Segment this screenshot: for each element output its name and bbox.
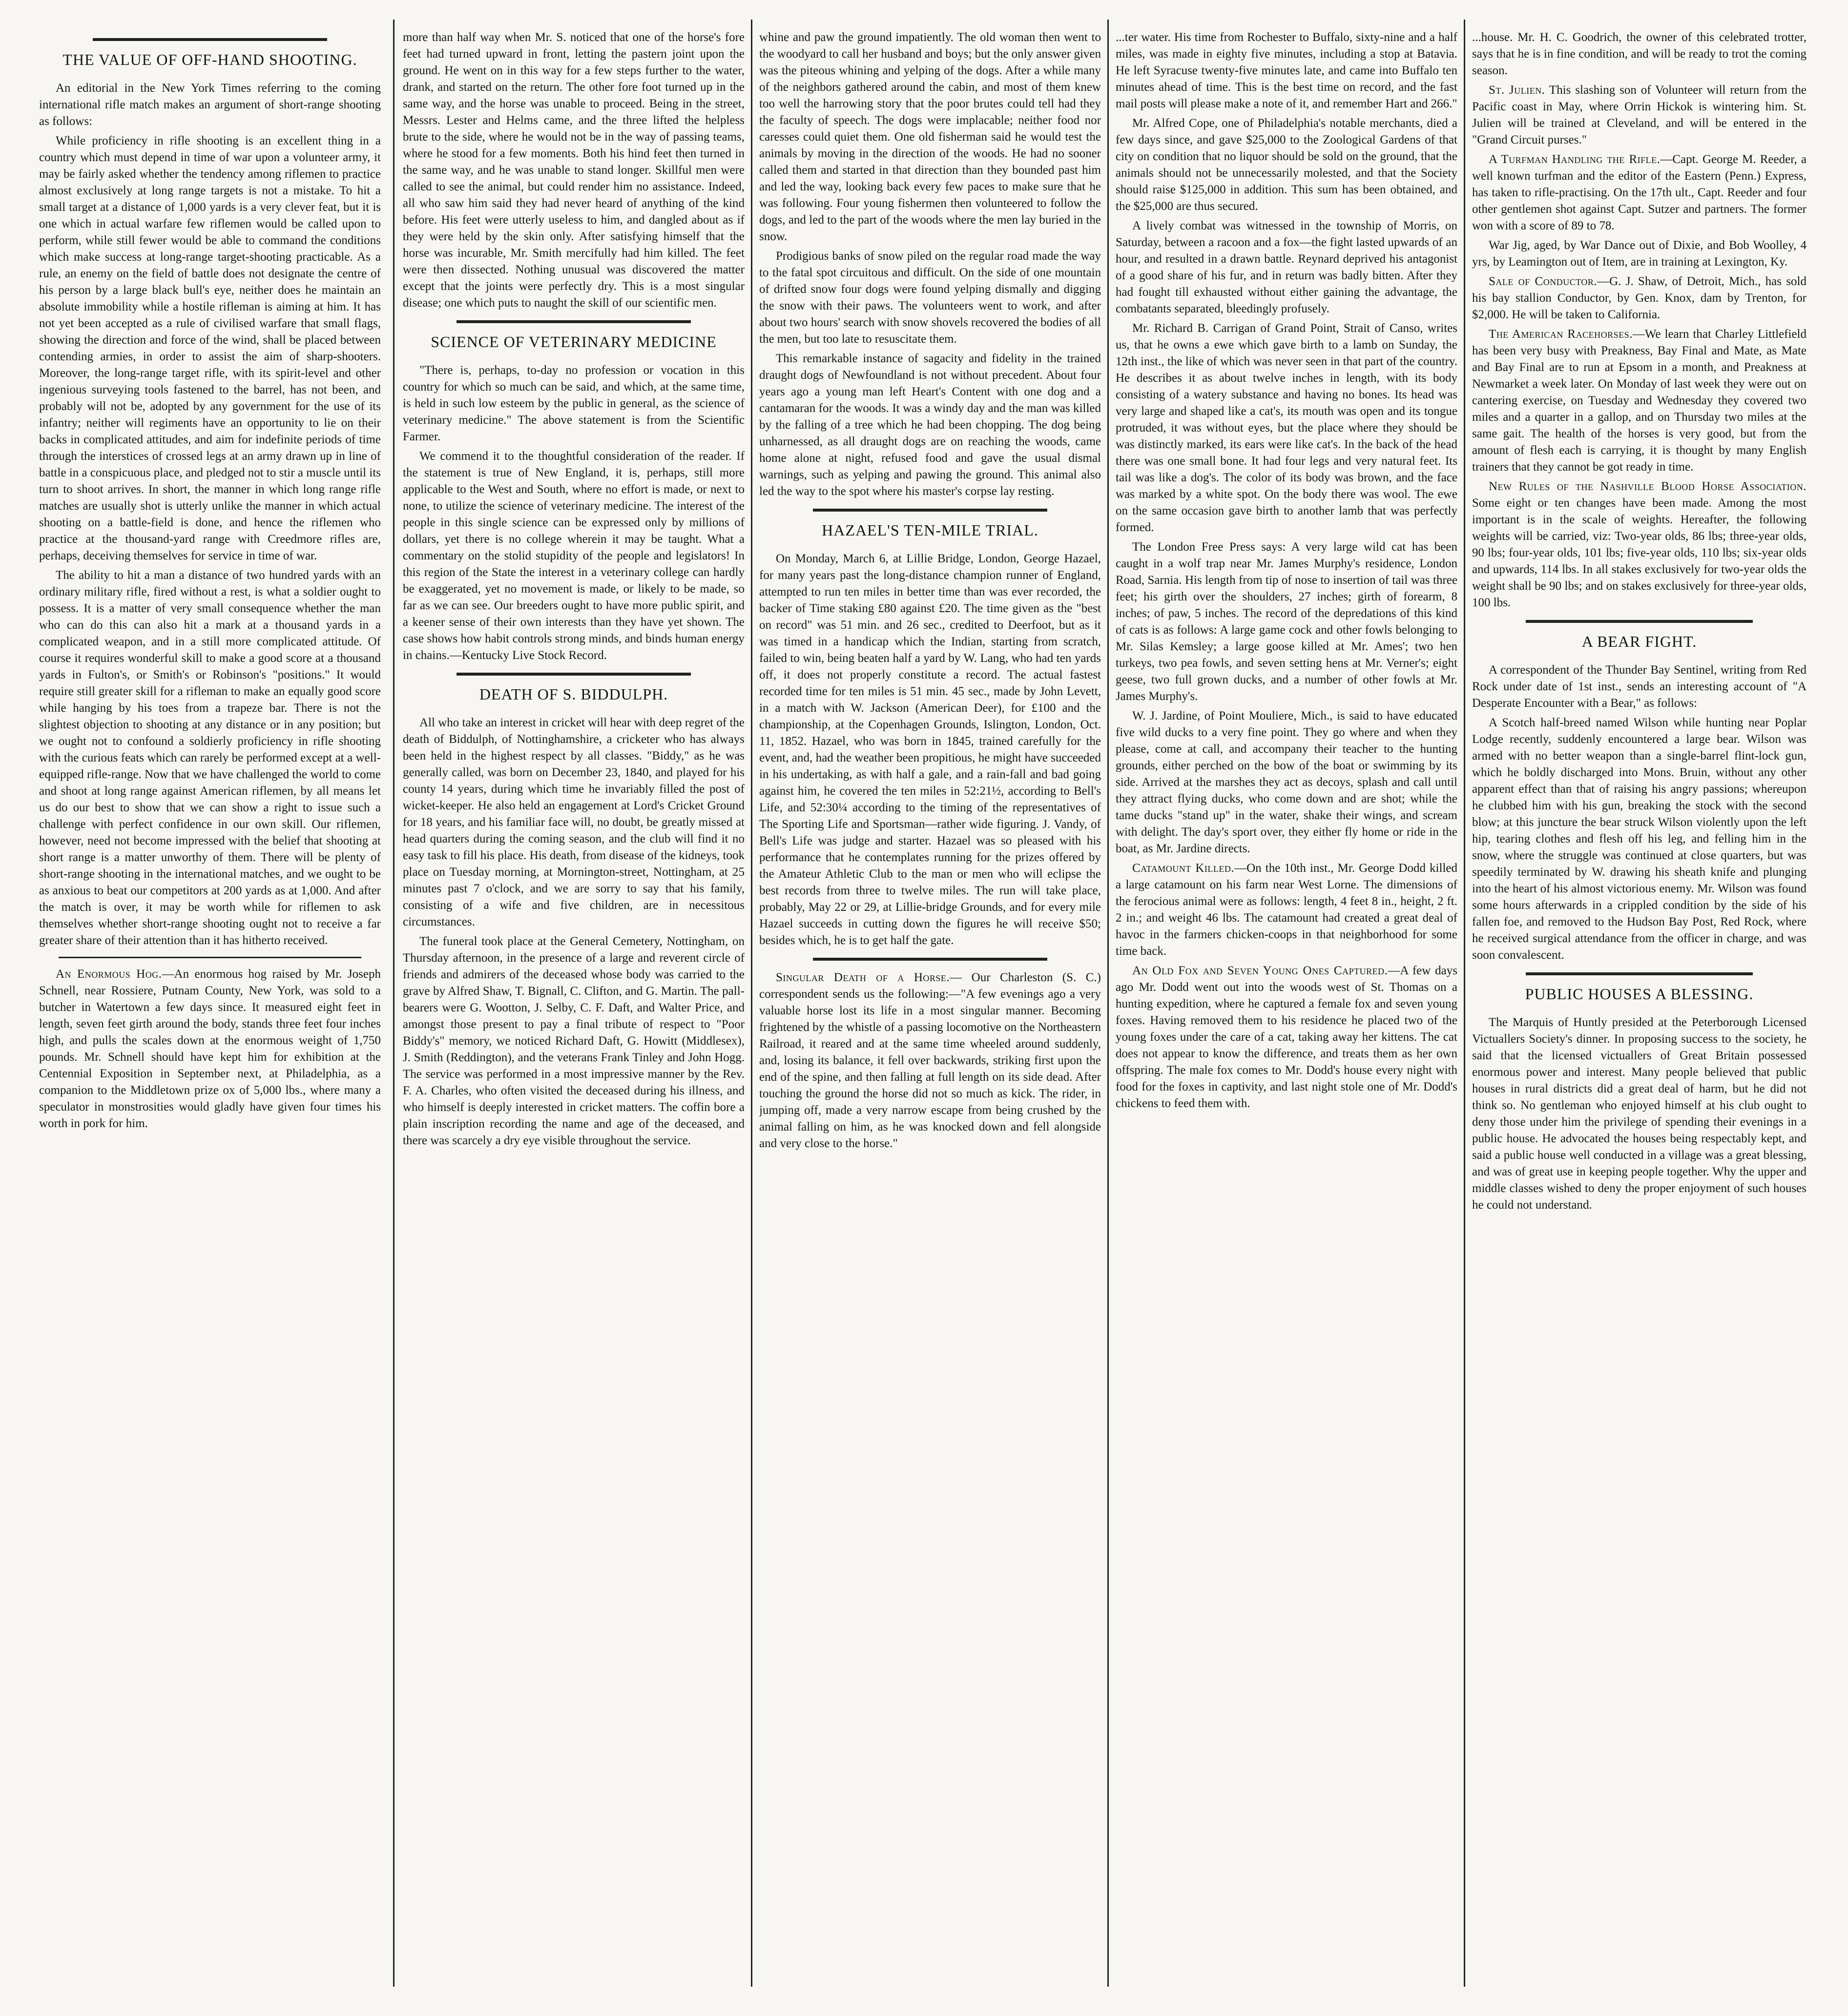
item-text: —G. J. Shaw, of Detroit, Mich., has sold his bay stallion Conductor, by Gen. Knox, dam by Trenton, for $2,000. He will be taken to California. xyxy=(1472,275,1806,321)
paragraph: "There is, perhaps, to-day no profession or vocation in this country for which so much can be said, and which, at the same time, is held in such low esteem by the public in general, as the science of veterinary medicine." The above statement is from the Scientific Farmer. xyxy=(403,364,745,443)
rule xyxy=(93,38,327,41)
paragraph: A correspondent of the Thunder Bay Sentinel, writing from Red Rock under date of 1st inst., sends an interesting account of "A Desperate Encounter with a Bear," as follows: xyxy=(1472,663,1806,710)
news-item xyxy=(1472,478,1806,611)
item-text: —Capt. George M. Reeder, a well known turfman and the editor of the Eastern (Penn.) Express, has taken to rifle-practising. On the 17th ult., Capt. Reeder and four other gentlemen shot against Capt. Sutzer and partners. The former won with a score of 89 to 78. xyxy=(1472,153,1806,232)
item-lead: An Old Fox and Seven Young Ones Captured. xyxy=(1132,964,1388,977)
item-text: — Our Charleston (S. C.) correspondent sends us the following:—"A few evenings ago a very valuable horse lost its life in a most singular manner. Becoming frightened by the whistle of a passing locomotive on the Northeastern Railroad, it reared and at the same time wheeled around suddenly, and, losing its balance, it fell over backwards, striking first upon the end of the spine, and then falling at full length on its side dead. After touching the ground the horse did not so much as kick. The rider, in jumping off, made a very narrow escape from being crushed by the animal falling on him, as he was knocked down and fell alongside and very close to the horse." xyxy=(759,971,1101,1150)
column-2 xyxy=(403,29,745,1977)
item-lead: A Turfman Handling the Rifle. xyxy=(1489,153,1661,166)
paragraph: We commend it to the thoughtful consideration of the reader. If the statement is true of New England, it is, perhaps, still more applicable to the West and South, where no effort is made, or next to none, to utilize the science of veterinary medicine. The interest of the people in this single science can be expressed only by millions of dollars, yet there is no college wherein it may be taught. What a commentary on the stolid stupidity of the people and legislators! In this region of the State the interest in a veterinary college can hardly be exaggerated, yet no movement is made, or likely to be made, so far as we can see. Our breeders ought to have more public spirit, and a keener sense of their own interests than they have yet shown. The case shows how habit controls strong minds, and binds human energy in chains.—Kentucky Live Stock Record. xyxy=(403,450,745,662)
column-1 xyxy=(39,29,381,1977)
paragraph: This remarkable instance of sagacity and fidelity in the trained draught dogs of Newfoundland is not without precedent. About four years ago a young man left Heart's Content with one dog and a cantamaran for the woods. It was a windy day and the man was killed by the falling of a tree which he had been chopping. The dog being unharnessed, as all draught dogs are on reaching the woods, came home alone at night, refused food and gave the usual dismal warnings, such as yelping and pawing the ground. This animal also led the way to the spot where his master's corpse lay resting. xyxy=(759,352,1101,498)
article-heading: THE VALUE OF OFF-HAND SHOOTING. xyxy=(62,51,357,68)
item-text: —A few days ago Mr. Dodd went out into the woods west of St. Thomas on a hunting expedition, where he captured a female fox and seven young foxes. Having removed them to his residence he placed two of the young foxes under the care of a cat, taking away her kittens. The cat does not appear to know the difference, and treats them as her own offspring. The male fox comes to Mr. Dodd's house every night with food for the foxes in captivity, and last night stole one of Mr. Dodd's chickens to feed them with. xyxy=(1116,964,1457,1110)
paragraph: ...ter water. His time from Rochester to Buffalo, sixty-nine and a half miles, was made in eighty five minutes, including a stop at Batavia. He left Syracuse twenty-five minutes late, and came into Buffalo ten minutes ahead of time. This is the best time on record, and the fast mail posts will please make a note of it, and remember Hart and 266." xyxy=(1116,31,1457,110)
column-divider xyxy=(1107,20,1109,1987)
paragraph: W. J. Jardine, of Point Mouliere, Mich., is said to have educated five wild ducks to a very fine point. They go where and when they please, come at call, and accompany their teacher to the hunting grounds, either perched on the bow of the boat or swimming by its side. Arrived at the marshes they act as decoys, splash and call until they attract flying ducks, who come down and are shot; while the tame ducks "stand up" in the water, shake their wings, and scream with delight. The day's sport over, they either fly home or ride in the boat, as Mr. Jardine directs. xyxy=(1116,709,1457,855)
paragraph: Prodigious banks of snow piled on the regular road made the way to the fatal spot circuitous and difficult. On the side of one mountain of drifted snow four dogs were found yelping dismally and digging the snow with their paws. The volunteers went to work, and after about two hours' search with snow shovels recovered the bodies of all the men, but too late to resuscitate them. xyxy=(759,249,1101,346)
paragraph: whine and paw the ground impatiently. The old woman then went to the woodyard to call her husband and boys; but the only answer given was the piteous whining and yelping of the dogs. After a while many of the neighbors gathered around the cabin, and most of them knew too well the harrowing story that the poor brutes could tell had they the faculty of speech. The dogs were implacable; neither food nor caresses could quiet them. One old fisherman said he would test the animals by moving in the direction of the woods. He had no sooner called them and started in that direction than they bounded past him and led the way, looking back every few paces to make sure that he was following. Four young fishermen then volunteered to follow the dogs, and led to the part of the woods where the men lay buried in the snow. xyxy=(759,31,1101,243)
item-lead: Catamount Killed. xyxy=(1132,862,1235,875)
paragraph: Mr. Richard B. Carrigan of Grand Point, Strait of Canso, writes us, that he owns a ewe which gave birth to a lamb on Sunday, the 12th inst., the like of which was never seen in that part of the country. He describes it as about twelve inches in length, with its body consisting of a watery substance and having no bones. Its head was very large and shaped like a cat's, its mouth was open and its tongue protruded, it was without eyes, but the place where they should be was distinctly marked, its ears were like cat's. In the back of the head there was one small bone. It had four legs and very natural feet. Its tail was like a dog's. The color of its body was brown, and the face was marked by a white spot. On the body there was wool. The ewe on the same occasion gave birth to another lamb that was perfectly formed. xyxy=(1116,322,1457,534)
paragraph: On Monday, March 6, at Lillie Bridge, London, George Hazael, for many years past the long-distance champion runner of England, attempted to run ten miles in better time than was ever recorded, the backer of Time staking £80 against £20. The time given as the "best on record" was 51 min. and 26 sec., credited to Deerfoot, but as it was timed in a handicap which the Indian, starting from scratch, failed to win, being beaten half a yard by W. Lang, who had ten yards off, it does not properly constitute a record. The actual fastest recorded time for ten miles is 51 min. 45 sec., made by John Levett, in a match with W. Jackson (American Deer), for £100 and the championship, at the Copenhagen Grounds, Islington, London, Oct. 11, 1852. Hazael, who was born in 1845, trained carefully for the event, and, had the weather been propitious, he might have succeeded in his undertaking, as with half a gale, and a rain-fall and bad going against him, he covered the ten miles in 52:21½, according to Bell's Life, and 52:30¼ according to the timing of the representatives of The Sporting Life and Sportsman—rather wide figuring. J. Vandy, of Bell's Life was judge and starter. Hazael was so pleased with his performance that he contemplates running for the prizes offered by the Amateur Athletic Club to the man or men who will eclipse the best records from three to twelve miles. The run will take place, probably, May 22 or 29, at Lillie-bridge Grounds, and for every mile Hazael succeeds in cutting down the figures he will receive $50; besides which, he is to get half the gate. xyxy=(759,552,1101,947)
column-divider xyxy=(393,20,395,1987)
rule xyxy=(457,320,691,323)
column-divider xyxy=(751,20,752,1987)
paragraph: The ability to hit a man a distance of two hundred yards with an ordinary military rifle, fired without a rest, is what a soldier ought to possess. It is a matter of very small consequence whether the man who can do this can also hit a mark at a thousand yards in a complicated weapon, and in a still more complicated attitude. Of course it requires wonderful skill to make a good score at a thousand yards in Fulton's, or Smith's or Robinson's "positions." It would require still greater skill for a rifleman to make an equally good score while hanging by his toes from a trapeze bar. There is not the slightest objection to shooting at any distance or in any position; but we ought not to confound a soldierly proficiency in rifle shooting with the curious feats which can rarely be performed except at a well-equipped rifle-range. Now that we have challenged the world to come and shoot at long range against American riflemen, by all means let us do our best to show that we can show a right to issue such a challenge with perfect confidence in our own skill. Our riflemen, however, need not become impressed with the belief that shooting at short range is a matter unworthy of them. There will be plenty of short-range shooting in the international matches, and we ought to be as anxious to beat our competitors at 200 yards as at 1,000. And after the match is over, it may be worth while for riflemen to ask themselves whether short-range shooting ought not to receive a far greater share of their attention than it has hitherto received. xyxy=(39,569,381,947)
paragraph: All who take an interest in cricket will hear with deep regret of the death of Biddulph, of Nottinghamshire, a cricketer who has always been held in the highest respect by all classes. "Biddy," as he was generally called, was born on December 23, 1840, and played for his county 14 years, during which time he invariably filled the post of wicket-keeper. He also held an engagement at Lord's Cricket Ground for 18 years, and his familiar face will, no doubt, be greatly missed at head quarters during the coming season, and the club will find it no easy task to fill his place. His death, from disease of the kidneys, took place on Tuesday morning, at Mornington-street, Nottingham, at 25 minutes past 7 o'clock, and we are sorry to say that his family, consisting of a wife and five children, are in necessitous circumstances. xyxy=(403,716,745,928)
item-text: War Jig, aged, by War Dance out of Dixie, and Bob Woolley, 4 yrs, by Leamington out of Item, are in training at Lexington, Ky. xyxy=(1472,239,1806,268)
column-divider xyxy=(1464,20,1465,1987)
rule xyxy=(1526,972,1753,975)
item-text: —We learn that Charley Littlefield has been very busy with Preakness, Bay Final and Mate, as Mate and Bay Final are to run at Epsom in a month, and Preakness at Newmarket a week later. On Monday of last week they were out on cantering exercise, on Tuesday and Wednesday they covered two miles and a quarter in a gallop, and on Thursday two miles at the same gait. The health of the horses is very good, but from the amount of flesh each is carrying, it is thought by many English trainers that they cannot be got ready in time. xyxy=(1472,328,1806,473)
rule xyxy=(59,957,361,958)
item-text: —On the 10th inst., Mr. George Dodd killed a large catamount on his farm near West Lorne. The dimensions of the ferocious animal were as follows: length, 4 feet 8 in., height, 2 ft. 2 in.; and weight 46 lbs. The catamount had created a great deal of havoc in the farmers chicken-coops in that neighborhood for some time back. xyxy=(1116,862,1457,958)
news-item xyxy=(1116,963,1457,1112)
article-heading: PUBLIC HOUSES A BLESSING. xyxy=(1525,985,1754,1003)
rule xyxy=(457,673,691,676)
item-lead: An Enormous Hog. xyxy=(56,967,162,981)
paragraph: more than half way when Mr. S. noticed that one of the horse's fore feet had turned upward in front, letting the pastern joint upon the ground. He went on in this way for a few steps further to the water, drank, and started on the return. The other fore foot turned up in the same way, and the horse was unable to proceed. Being in the street, Messrs. Lester and Helms came, and the three lifted the helpless brute to the side, where he would not be in the way of passing teams, where he stood for a few moments. Both his hind feet then turned in the same way, and he was unable to stand longer. Skillful men were called to see the animal, but could render him no assistance. Indeed, all who saw him said they had never heard of anything of the kind before. His feet were utterly useless to him, and dangled about as if they were held by the skin only. After satisfying himself that the horse was incurable, Mr. Smith mercifully had him killed. The feet were then dissected. Nothing unusual was discovered the matter except that the joints were perfectly dry. This is a most singular disease; one which puts to naught the skill of our scientific men. xyxy=(403,31,745,309)
paragraph: While proficiency in rifle shooting is an excellent thing in a country which must depend in time of war upon a volunteer army, it may be fairly asked whether the tendency among riflemen to practice almost exclusively at long range targets is not a mistake. To hit a small target at a distance of 1,000 yards is a very clever feat, but it is one which in actual warfare few riflemen would be called upon to perform, while still fewer would be able to command the conditions which make success at long-range target-shooting practicable. As a rule, an enemy on the field of battle does not designate the centre of his person by a large black bull's eye, neither does he maintain an absolute immobility while a hostile rifleman is aiming at him. It has not yet been accepted as a rule of civilised warfare that small flags, showing the direction and force of the wind, shall be placed between contending armies, in order to assist the aim of sharp-shooters. Moreover, the long-range target rifle, with its spirit-level and other ingenious surveying tools fastened to the barrel, has not been, and probably will not be, adopted by any government for the use of its infantry; neither will regiments have an opportunity to lie on their backs in complicated attitudes, and aim for indefinite periods of time through the interstices of crossed legs at an army drawn up in line of battle in a conspicuous place, and pledged not to stir a muscle until its turn to shoot arrives. In short, the manner in which long range rifle matches are usually shot is utterly unlike the manner in which actual shooting on a battle-field is done, and hence the riflemen who practice at the thousand-yard range with Creedmore rifles are, perhaps, deceiving themselves for service in time of war. xyxy=(39,134,381,562)
item-text: —An enormous hog raised by Mr. Joseph Schnell, near Rossiere, Putnam County, New York, was sold to a butcher in Watertown a few days since. It measured eight feet in length, seven feet girth around the body, stands three feet four inches high, and pulls the scales down at the enormous weight of 1,750 pounds. Mr. Schnell should have kept him for exhibition at the Centennial Exposition in September next, at Philadelphia, as a companion to the Middletown prize ox of 5,000 lbs., where many a speculator in monstrosities would gladly have given four times his worth in pork for him. xyxy=(39,967,381,1130)
article-heading: SCIENCE OF VETERINARY MEDICINE xyxy=(431,333,717,350)
paragraph: Mr. Alfred Cope, one of Philadelphia's notable merchants, died a few days since, and gave $25,000 to the Zoological Gardens of that city on condition that no liquor should be sold on the ground, that the animals should not be unnecessarily molested, and that the Society should raise $125,000 in addition. This sum has been obtained, and the $25,000 are thus secured. xyxy=(1116,117,1457,213)
news-item xyxy=(1472,326,1806,475)
news-item xyxy=(1472,237,1806,270)
article-heading: HAZAEL'S TEN-MILE TRIAL. xyxy=(822,521,1038,539)
item-lead: New Rules of the Nashville Blood Horse Association. xyxy=(1489,480,1806,493)
column-5 xyxy=(1472,29,1806,1977)
article-heading: A BEAR FIGHT. xyxy=(1581,633,1697,650)
column-4 xyxy=(1116,29,1457,1977)
news-item xyxy=(39,966,381,1132)
paragraph: A lively combat was witnessed in the township of Morris, on Saturday, between a racoon and a fox—the fight lasted upwards of an hour, and resulted in a drawn battle. Reynard deprived his antagonist of a good share of his fur, and in return was badly bitten. After they had fought till exhausted without either gaining the advantage, the combatants separated, bleedingly profusely. xyxy=(1116,219,1457,315)
rule xyxy=(813,958,1047,961)
paragraph: A Scotch half-breed named Wilson while hunting near Poplar Lodge recently, suddenly encountered a large bear. Wilson was armed with no better weapon than a single-barrel flint-lock gun, which he boldly discharged into Mons. Bruin, without any other apparent effect than that of raising his angry passions; whereupon he clubbed him with his gun, breaking the stock with the second blow; at this juncture the bear struck Wilson violently upon the left hip, tearing clothes and flesh off his leg, and felling him in the snow, where the struggle was continued at close quarters, but was speedily terminated by W. drawing his sheath knife and plunging into the heart of his almost victorious enemy. Mr. Wilson was found some hours afterwards in a crippled condition by the side of his fallen foe, and removed to the Hudson Bay Post, Red Rock, where he received surgical attendance from the officer in charge, and was soon convalescent. xyxy=(1472,716,1806,962)
paragraph: The Marquis of Huntly presided at the Peterborough Licensed Victuallers Society's dinner. In proposing success to the society, he said that the licensed victuallers of Great Britain possessed enormous power and interest. Many people believed that public houses in rural districts did a great deal of harm, but he did not think so. No gentleman who enjoyed himself at his club ought to deny those under him the privilege of spending their evenings in a public house. He advocated the houses being respectably kept, and said a public house well conducted in a village was a great blessing, and was of great use in keeping people together. Why the upper and middle classes wished to deny the proper enjoyment of such houses he could not understand. xyxy=(1472,1016,1806,1212)
item-lead: The American Racehorses. xyxy=(1489,328,1633,341)
paragraph: ...house. Mr. H. C. Goodrich, the owner of this celebrated trotter, says that he is in fine condition, and will be ready to trot the coming season. xyxy=(1472,31,1806,77)
article-heading: DEATH OF S. BIDDULPH. xyxy=(479,685,668,703)
column-3 xyxy=(759,29,1101,1977)
news-item xyxy=(759,969,1101,1152)
news-item xyxy=(1472,82,1806,148)
item-lead: St. Julien. xyxy=(1489,83,1545,97)
paragraph: The London Free Press says: A very large wild cat has been caught in a wolf trap near Mr. James Murphy's residence, London Road, Sarnia. His length from tip of nose to insertion of tail was three feet; his girth over the shoulders, 27 inches; girth of forearm, 8 inches; of paw, 5 inches. The record of the depredations of this kind of cats is as follows: A large game cock and other fowls belonging to Mr. Silas Kemsley; a large goose killed at Mr. Ames'; two hen turkeys, two pea fowls, and seven setting hens at Mr. Verner's; eight geese, two full grown ducks, and a number of other fowls at Mr. James Murphy's. xyxy=(1116,540,1457,703)
paragraph: The funeral took place at the General Cemetery, Nottingham, on Thursday afternoon, in the presence of a large and reverent circle of friends and admirers of the deceased whose body was carried to the grave by Alfred Shaw, T. Bignall, C. Clifton, and G. Martin. The pall-bearers were G. Wootton, J. Selby, C. F. Daft, and Walter Price, and amongst those present to pay a final tribute of respect to "Poor Biddy's" memory, we noticed Richard Daft, G. Howitt (Middlesex), J. Smith (Reddington), and the veterans Frank Tinley and John Hogg. The service was performed in a most impressive manner by the Rev. F. A. Charles, who often visited the deceased during his illness, and who himself is deeply interested in cricket matters. The coffin bore a plain inscription recording the name and age of the deceased, and there was scarcely a dry eye visible throughout the service. xyxy=(403,935,745,1147)
item-lead: Singular Death of a Horse. xyxy=(776,971,950,984)
news-item xyxy=(1472,273,1806,323)
item-text: Some eight or ten changes have been made. Among the most important is in the scale of weights. Hereafter, the following weights will be carried, viz: Two-year olds, 86 lbs; three-year olds, 90 lbs; four-year olds, 101 lbs; five-year olds, 110 lbs; six-year olds and upwards, 114 lbs. In all stakes exclusively for two-year olds the weight shall be 90 lbs; and on stakes exclusively for three-year olds, 100 lbs. xyxy=(1472,496,1806,609)
rule xyxy=(813,509,1047,512)
rule xyxy=(1526,620,1753,623)
paragraph: An editorial in the New York Times referring to the coming international rifle match makes an argument of short-range shooting as follows: xyxy=(39,82,381,128)
item-lead: Sale of Conductor. xyxy=(1489,275,1598,288)
item-text: This slashing son of Volunteer will return from the Pacific coast in May, where Orrin Hickok is wintering him. St. Julien will be trained at Cleveland, and will be entered in the "Grand Circuit purses." xyxy=(1472,83,1806,146)
news-item xyxy=(1472,151,1806,234)
news-item xyxy=(1116,860,1457,960)
